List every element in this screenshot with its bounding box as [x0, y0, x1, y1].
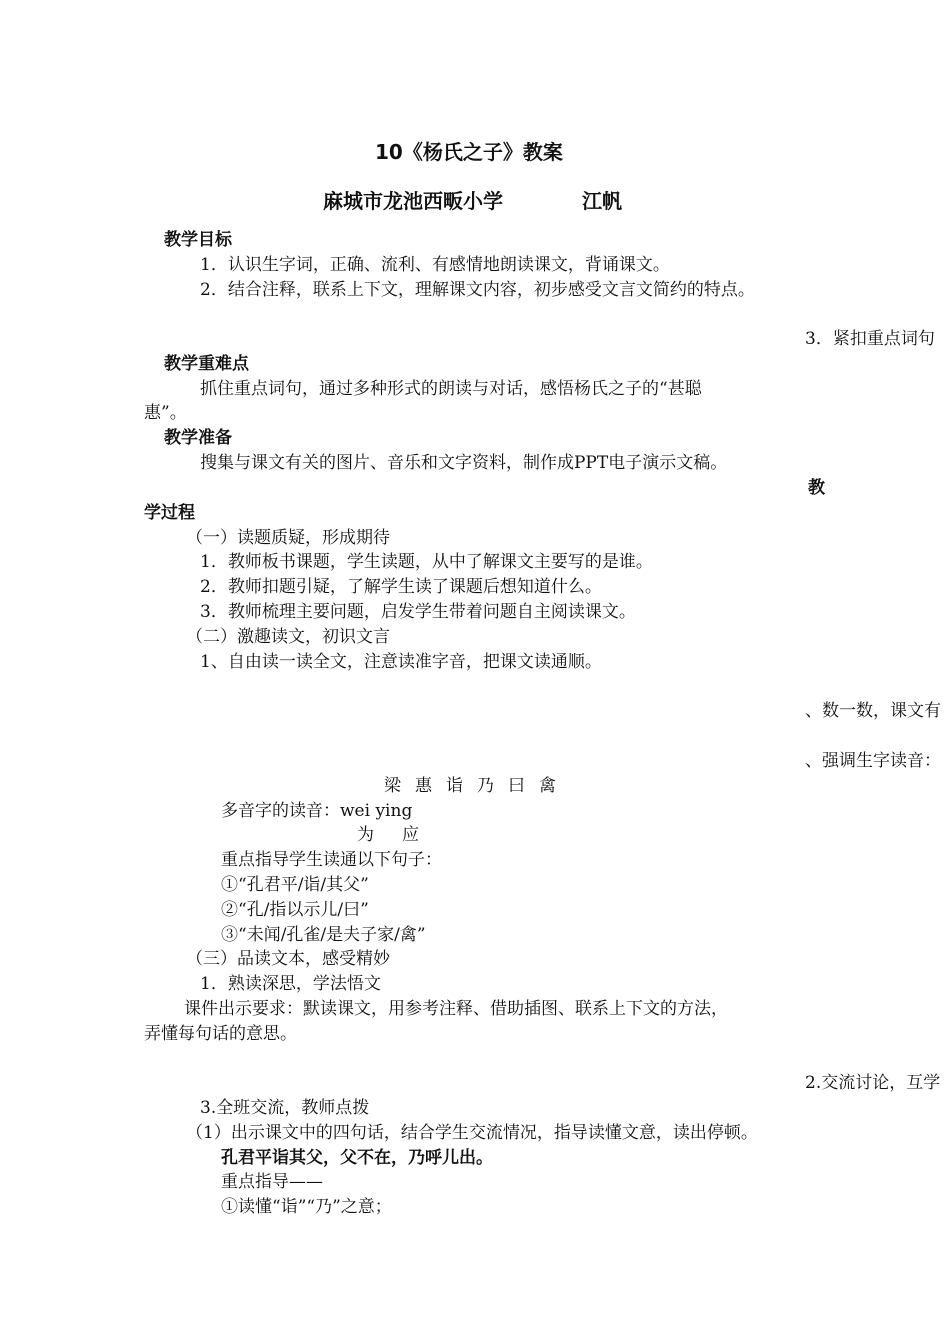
new-characters: 梁惠诣乃曰禽 — [384, 776, 570, 796]
author-school: 麻城市龙池西畈小学 — [323, 189, 503, 213]
difficulty-text-cont: 惠”。 — [144, 403, 187, 423]
guide-sentence: ①“孔君平/诣/其父” — [221, 875, 369, 895]
guide-label: 重点指导—— — [221, 1172, 323, 1192]
process-heading-part2: 学过程 — [144, 503, 195, 523]
requirement-text-cont: 弄懂每句话的意思。 — [144, 1024, 297, 1044]
prep-heading: 教学准备 — [164, 428, 232, 448]
section2-overflow: 、强调生字读音： — [805, 751, 941, 771]
requirement-text: 课件出示要求：默读课文，用参考注释、借助插图、联系上下文的方法， — [184, 999, 728, 1019]
guide-intro: 重点指导学生读通以下句子： — [221, 850, 442, 870]
polyphone-chars: 为应 — [357, 825, 447, 845]
goal-item: 1．认识生字词，正确、流利、有感情地朗读课文，背诵课文。 — [200, 255, 670, 275]
section2-item: 1、自由读一读全文，注意读准字音，把课文读通顺。 — [200, 652, 602, 672]
section1-item: 3．教师梳理主要问题，启发学生带着问题自主阅读课文。 — [200, 602, 636, 622]
doc-title: 10《杨氏之子》教案 — [375, 140, 563, 164]
guide-sentence: ②“孔/指以示儿/曰” — [221, 900, 369, 920]
section3-overflow: 2.交流讨论，互学 — [805, 1073, 941, 1093]
section1-item: 1．教师板书课题，学生读题，从中了解课文主要写的是谁。 — [200, 552, 653, 572]
section1-item: 2．教师扣题引疑，了解学生读了课题后想知道什么。 — [200, 577, 602, 597]
section2-title: （二）激趣读文，初识文言 — [186, 627, 390, 647]
goals-heading: 教学目标 — [164, 230, 232, 250]
polyphone-label: 多音字的读音：wei ying — [221, 801, 413, 821]
goal-item-overflow: 3．紧扣重点词句 — [805, 329, 935, 349]
goal-item: 2．结合注释，联系上下文，理解课文内容，初步感受文言文简约的特点。 — [200, 280, 755, 300]
prep-text: 搜集与课文有关的图片、音乐和文字资料，制作成PPT电子演示文稿。 — [200, 453, 728, 473]
difficulty-text: 抓住重点词句，通过多种形式的朗读与对话，感悟杨氏之子的“甚聪 — [200, 379, 702, 399]
guide-item: ①读懂“诣”“乃”之意； — [221, 1197, 392, 1217]
text-quote: 孔君平诣其父，父不在，乃呼儿出。 — [221, 1148, 493, 1168]
process-heading-part1: 教 — [808, 478, 825, 498]
guide-sentence: ③“未闻/孔雀/是夫子家/禽” — [221, 925, 426, 945]
difficulty-heading: 教学重难点 — [164, 354, 249, 374]
author-name: 江帆 — [582, 189, 622, 213]
section1-title: （一）读题质疑，形成期待 — [186, 528, 390, 548]
section3-title: （三）品读文本，感受精妙 — [186, 949, 390, 969]
section3-item: 3.全班交流，教师点拨 — [200, 1098, 370, 1118]
section3-subitem: （1）出示课文中的四句话，结合学生交流情况，指导读懂文意，读出停顿。 — [186, 1123, 758, 1143]
section3-item: 1．熟读深思，学法悟文 — [200, 974, 381, 994]
section2-overflow: 、数一数，课文有 — [805, 701, 941, 721]
